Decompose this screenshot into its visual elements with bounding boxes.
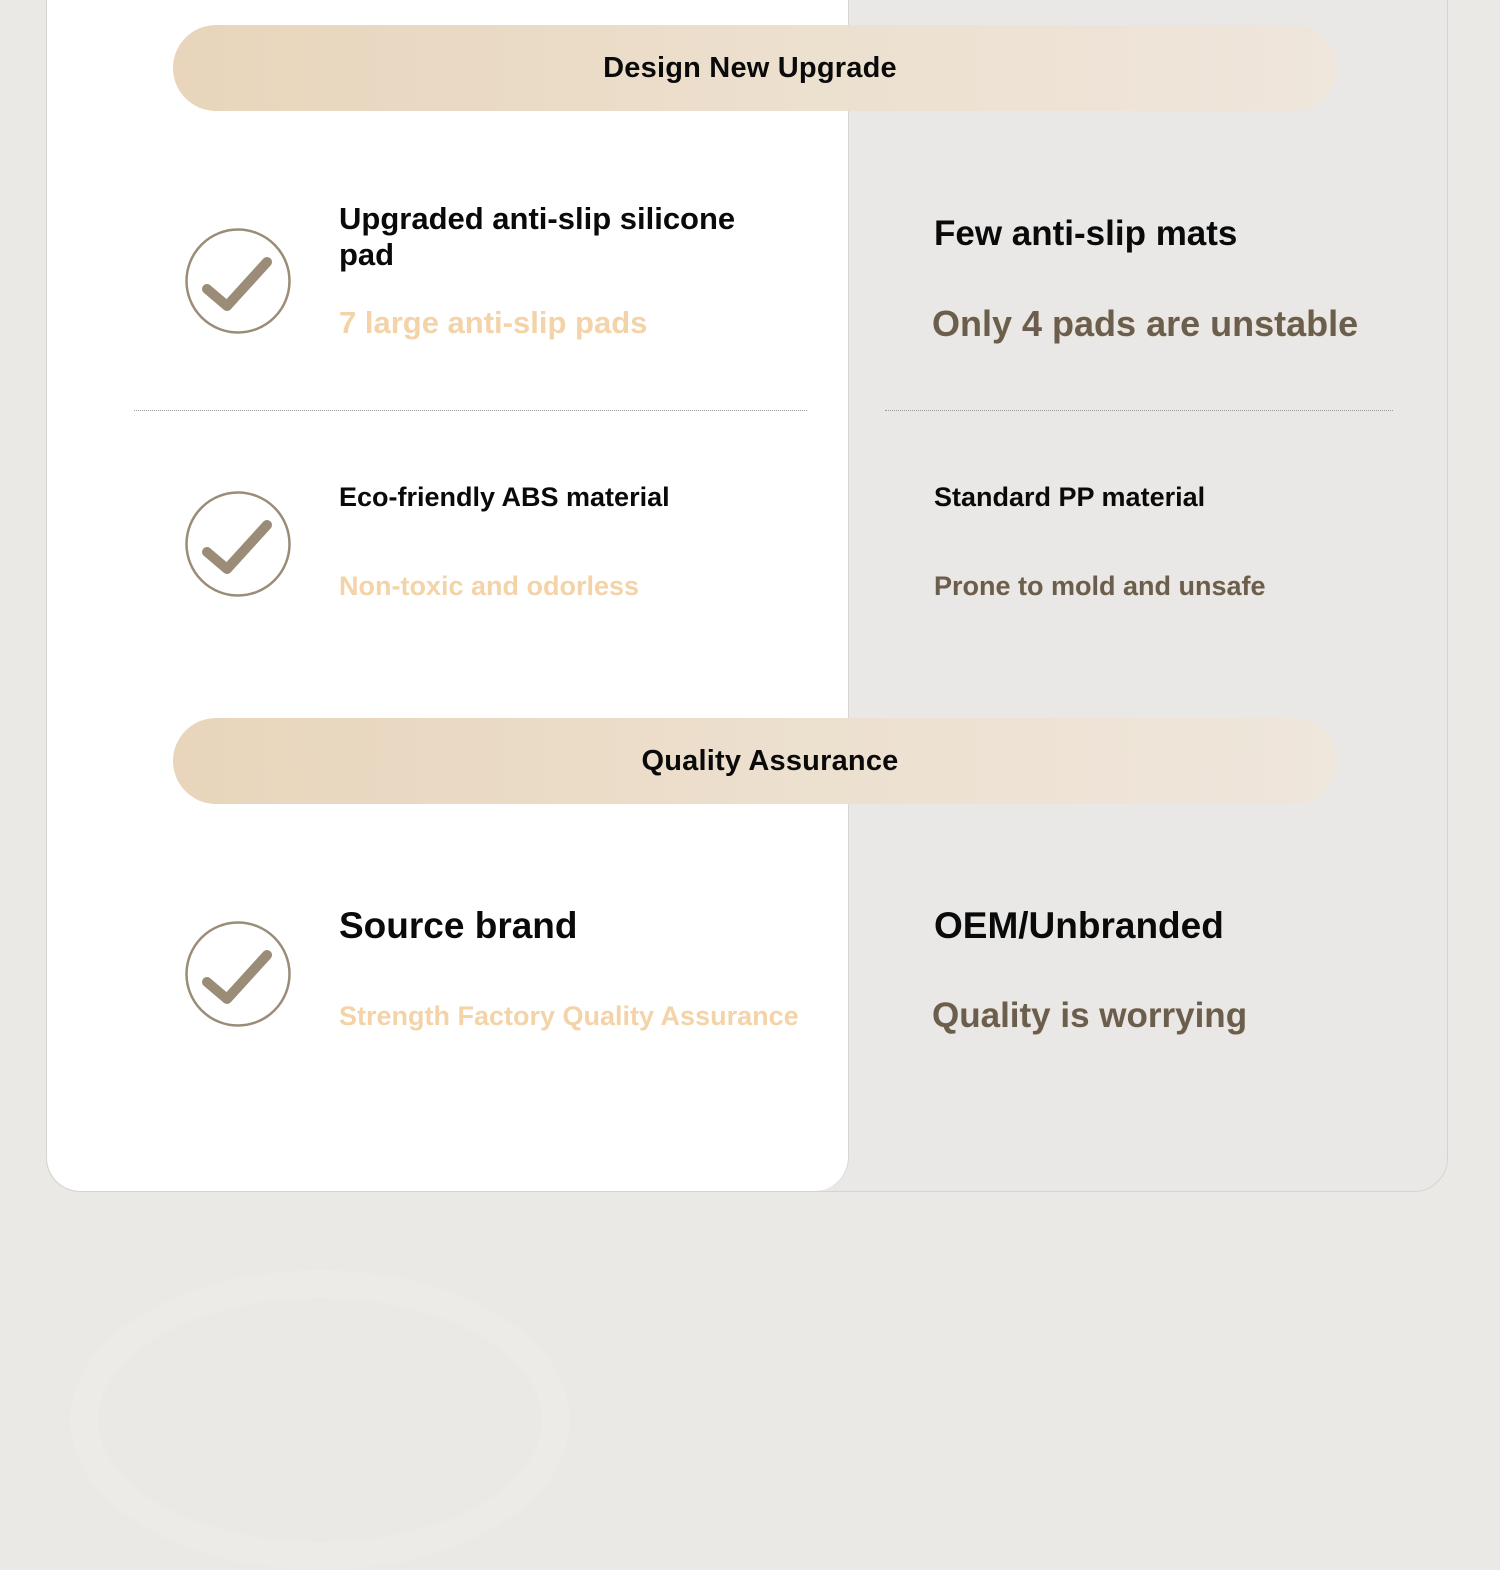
our-feature-title	[339, 201, 735, 273]
section-header-quality-assurance	[173, 718, 1337, 804]
row-divider-left	[134, 410, 807, 411]
our-feature-title-line1: Upgraded anti-slip silicone	[339, 201, 736, 236]
row-divider-right	[885, 410, 1393, 411]
our-feature-title: Eco-friendly ABS material	[339, 482, 670, 512]
competitor-feature-title: OEM/Unbranded	[934, 905, 1224, 946]
our-feature-title: Source brand	[339, 905, 578, 946]
competitor-feature-title: Standard PP material	[934, 482, 1206, 512]
decorative-arc	[70, 1270, 570, 1570]
section-title: Quality Assurance	[641, 744, 899, 777]
check-circle-icon	[185, 921, 291, 1027]
section-header-design-new-upgrade	[173, 25, 1337, 111]
competitor-feature-subtitle: Only 4 pads are unstable	[932, 303, 1359, 344]
competitor-feature-subtitle: Prone to mold and unsafe	[934, 571, 1266, 601]
our-feature-subtitle: 7 large anti-slip pads	[339, 305, 648, 340]
our-feature-subtitle: Non-toxic and odorless	[339, 571, 640, 601]
competitor-feature-title: Few anti-slip mats	[934, 214, 1238, 253]
check-circle-icon	[185, 491, 291, 597]
check-circle-icon	[185, 228, 291, 334]
competitor-feature-subtitle: Quality is worrying	[932, 996, 1248, 1035]
section-title: Design New Upgrade	[603, 51, 897, 84]
our-feature-title-line2: pad	[339, 237, 395, 272]
our-feature-subtitle: Strength Factory Quality Assurance	[339, 1001, 799, 1031]
